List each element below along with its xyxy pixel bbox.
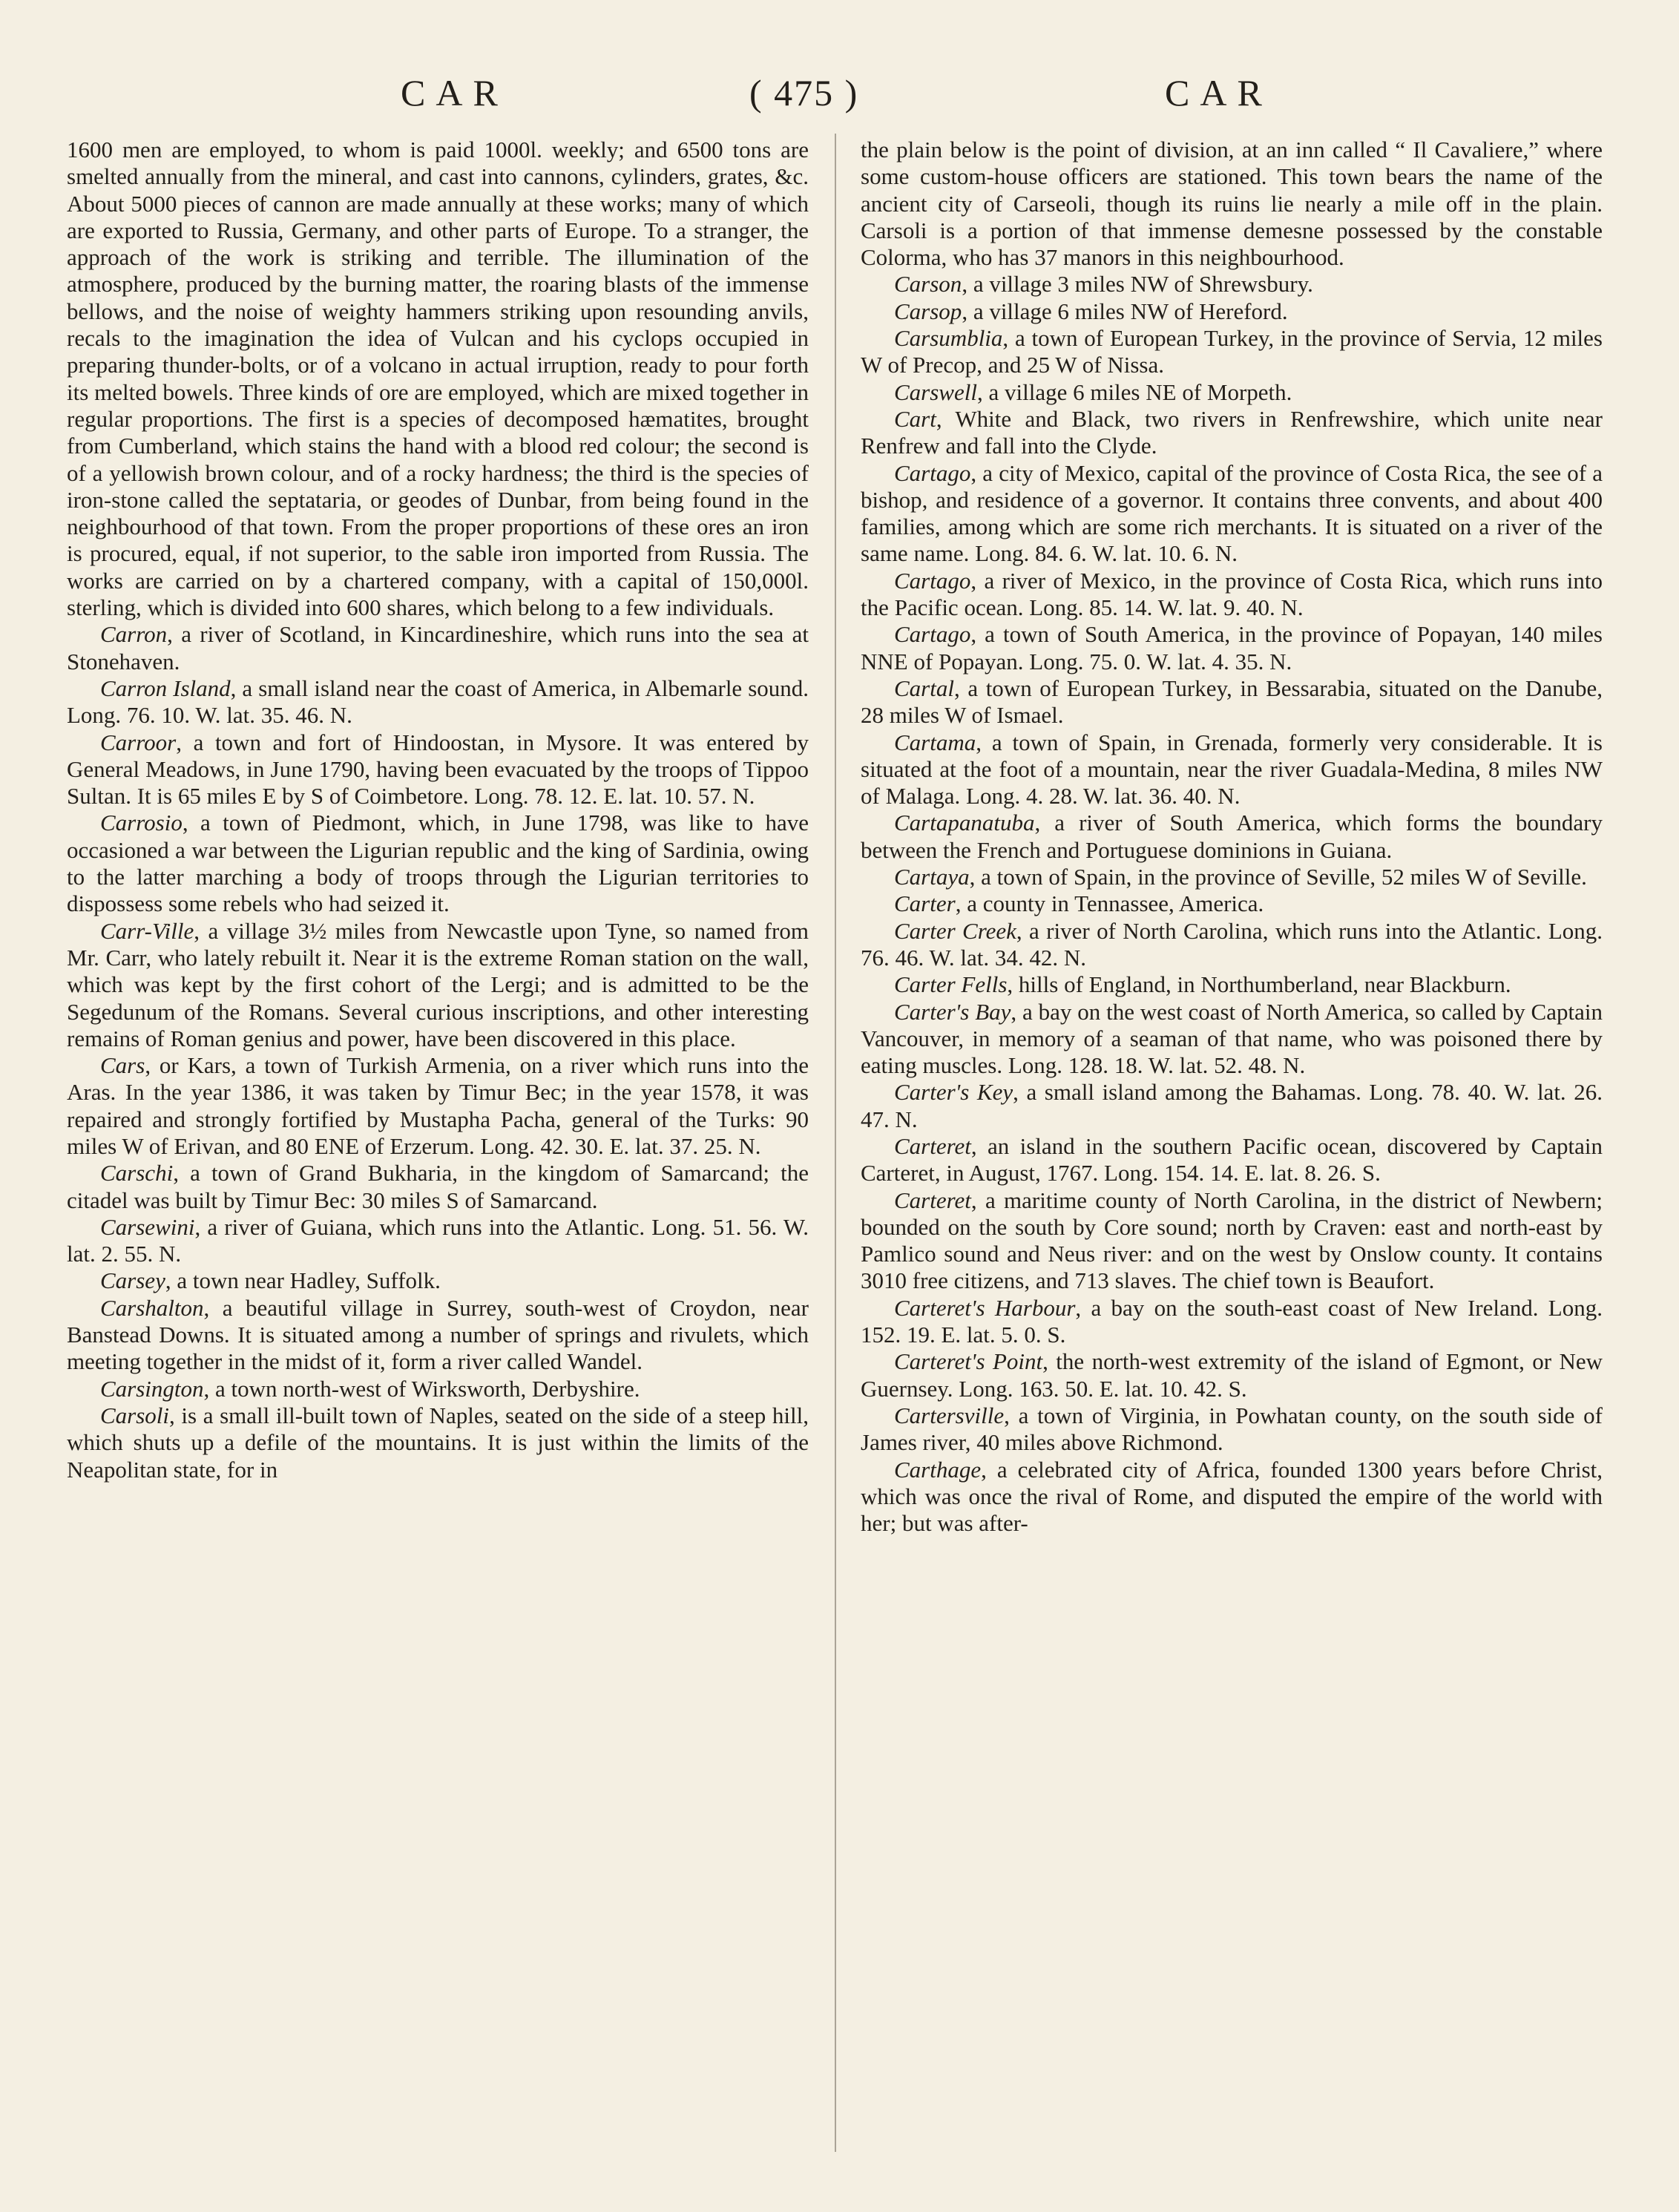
gazetteer-entry (67, 1376, 809, 1402)
entry-text: , a river of Mexico, in the province of Costa Rica, which runs into the Pacific ocean. Long. 85. 14. W. lat. 9. 40. N. (861, 567, 1603, 621)
gazetteer-entry (861, 999, 1603, 1080)
entry-headword: Carr-Ville (100, 917, 194, 944)
entry-headword: Carsey (100, 1267, 165, 1294)
entry-headword: Carsoli (100, 1402, 170, 1428)
gazetteer-entry (861, 298, 1603, 325)
entry-headword: Carteret's Point (894, 1348, 1043, 1375)
entry-headword: Carteret (894, 1187, 971, 1213)
entry-headword: Cartaya (894, 864, 970, 890)
entry-text: , or Kars, a town of Turkish Armenia, on a river which runs into the Aras. In the year 1386, it was taken by Timur Bec; in the year 1578, it was repaired and strongly fortified by Mustapha Pacha, general of the Turks: 90 miles W of Erivan, and 80 ENE of Erzerum. Long. 42. 30. E. lat. 37. 25. N. (67, 1052, 809, 1159)
entry-headword: Cartago (894, 459, 971, 486)
entry-text: , a town of Grand Bukharia, in the kingdom of Samarcand; the citadel was built by Timur Bec: 30 miles S of Samarcand. (67, 1160, 809, 1213)
entry-headword: Cartersville (894, 1402, 1005, 1428)
gazetteer-entry (861, 1295, 1603, 1349)
entry-text: , White and Black, two rivers in Renfrewshire, which unite near Renfrew and fall into the Clyde. (861, 405, 1603, 459)
entry-text: , a village 3½ miles from Newcastle upon Tyne, so named from Mr. Carr, who lately rebuilt it. Near it is the extreme Roman station on the wall, which was kept by the first cohort of the Lergi; and is admitted to be the Segedunum of the Romans. Several curious inscriptions, and other interesting remains of Roman genius and power, have been discovered in this place. (67, 917, 809, 1051)
entry-headword: Carter's Key (894, 1079, 1013, 1106)
entry-headword: Cartago (894, 567, 971, 594)
entry-text: , a county in Tennassee, America. (955, 890, 1264, 917)
gazetteer-entry (67, 621, 809, 675)
entry-text: 1600 men are employed, to whom is paid 1000l. weekly; and 6500 tons are smelted annually from the mineral, and cast into cannons, cylinders, grates, &c. About 5000 pieces of cannon are made annually at these works; many of which are exported to Russia, Germany, and other parts of Europe. To a stranger, the approach of the work is striking and terrible. The illumination of the atmosphere, produced by the burning matter, the roaring blasts of the immense bellows, and the noise of weighty hammers striking upon resounding anvils, recals to the imagination the idea of Vulcan and his cyclops occupied in preparing thunder-bolts, or of a volcano in actual irruption, ready to pour forth its melted bowels. Three kinds of ore are employed, which are mixed together in regular proportions. The first is a species of decomposed hæmatites, brought from Cumberland, which stains the hand with a blood red colour; the second is of a yellowish brown colour, and of a rocky hardness; the third is the species of iron-stone called the septataria, or geodes of Dunbar, from being found in the neighbourhood of that town. From the proper proportions of these ores an iron is procured, equal, if not superior, to the sable iron imported from Russia. The works are carried on by a chartered company, with a capital of 150,000l. sterling, which is divided into 600 shares, which belong to a few individuals. (67, 137, 809, 621)
entry-headword: Carteret (894, 1132, 971, 1159)
entry-text: , a town north-west of Wirksworth, Derbyshire. (203, 1375, 640, 1402)
entry-text: the plain below is the point of division, at an inn called “ Il Cavaliere,” where some custom-house officers are stationed. This town bears the name of the ancient city of Carseoli, though its ruins lie nearly a mile off in the plain. Carsoli is a portion of that immense demesne possessed by the constable Colorma, who has 37 manors in this neighbourhood. (861, 137, 1603, 271)
entry-text: , a town of Spain, in Grenada, formerly very considerable. It is situated at the foot of a mountain, near the river Guadala-Medina, 8 miles NW of Malaga. Long. 4. 28. W. lat. 36. 40. N. (861, 729, 1603, 810)
gazetteer-entry (861, 271, 1603, 298)
header-right-guideword: CAR (1165, 72, 1272, 114)
entry-text: , a town of Piedmont, which, in June 1798, was like to have occasioned a war between the Ligurian republic and the king of Sardinia, owing to the latter marching a body of troops through the Ligurian territories to dispossess some rebels who had seized it. (67, 810, 809, 917)
entry-text: , a town of European Turkey, in the province of Servia, 12 miles W of Precop, and 25 W of Nissa. (861, 325, 1603, 378)
gazetteer-entry (861, 729, 1603, 810)
gazetteer-entry (67, 1295, 809, 1376)
entry-headword: Carsop (894, 298, 962, 324)
gazetteer-entry (861, 1402, 1603, 1457)
entry-headword: Cartal (894, 675, 954, 701)
header-left-guideword: CAR (401, 72, 508, 114)
gazetteer-entry (861, 675, 1603, 729)
entry-headword: Carthage (894, 1456, 982, 1483)
entry-text: , a small island among the Bahamas. Long. 78. 40. W. lat. 26. 47. N. (861, 1079, 1603, 1132)
entry-text: , a river of Scotland, in Kincardineshire, which runs into the sea at Stonehaven. (67, 621, 809, 675)
entry-headword: Carter's Bay (894, 998, 1011, 1025)
gazetteer-entry (861, 890, 1603, 917)
gazetteer-entry (861, 325, 1603, 379)
entry-text: , is a small ill-built town of Naples, seated on the side of a steep hill, which shuts up a defile of the mountains. It is just within the limits of the Neapolitan state, for in (67, 1402, 809, 1483)
entry-headword: Carsumblia (894, 325, 1003, 352)
gazetteer-entry (67, 1160, 809, 1214)
column-divider (835, 134, 836, 2152)
page-number: ( 475 ) (749, 72, 859, 114)
entry-text: , a town of Virginia, in Powhatan county, on the south side of James river, 40 miles above Richmond. (861, 1402, 1603, 1456)
continued-text (861, 137, 1603, 271)
entry-headword: Carron (100, 621, 168, 648)
entry-headword: Carrosio (100, 810, 183, 836)
entry-headword: Carroor (100, 729, 177, 755)
entry-text: , an island in the southern Pacific ocean, discovered by Captain Carteret, in August, 1767. Long. 154. 14. E. lat. 8. 26. S. (861, 1132, 1603, 1187)
gazetteer-entry (67, 1214, 809, 1268)
entry-text: , a village 6 miles NE of Morpeth. (976, 378, 1292, 405)
entry-headword: Carter (894, 890, 956, 917)
gazetteer-entry (861, 1133, 1603, 1187)
gazetteer-entry (67, 675, 809, 729)
entry-text: , hills of England, in Northumberland, near Blackburn. (1007, 971, 1511, 998)
gazetteer-entry (861, 1457, 1603, 1537)
entry-headword: Cartapanatuba (894, 810, 1035, 836)
entry-text: , a town of South America, in the province of Popayan, 140 miles NNE of Popayan. Long. 75. 0. W. lat. 4. 35. N. (861, 621, 1603, 675)
entry-text: , a celebrated city of Africa, founded 1300 years before Christ, which was once the rival of Rome, and disputed the empire of the world with her; but was after- (861, 1456, 1603, 1537)
entry-headword: Carswell (894, 378, 977, 405)
entry-text: , a village 3 miles NW of Shrewsbury. (962, 271, 1313, 298)
gazetteer-entry (861, 406, 1603, 460)
entry-headword: Carson (894, 271, 962, 298)
gazetteer-entry (861, 1348, 1603, 1402)
entry-headword: Carschi (100, 1160, 174, 1187)
gazetteer-entry (861, 1079, 1603, 1133)
right-column (861, 137, 1603, 1537)
gazetteer-entry (861, 918, 1603, 972)
gazetteer-entry (861, 971, 1603, 998)
left-column (67, 137, 809, 1483)
entry-text: , a town and fort of Hindoostan, in Mysore. It was entered by General Meadows, in June 1790, having been evacuated by the troops of Tippoo Sultan. It is 65 miles E by S of Coimbetore. Long. 78. 12. E. lat. 10. 57. N. (67, 729, 809, 810)
entry-text: , a village 6 miles NW of Hereford. (962, 298, 1288, 324)
entry-text: , a town of Spain, in the province of Seville, 52 miles W of Seville. (969, 864, 1587, 890)
entry-headword: Carter Fells (894, 971, 1008, 998)
entry-headword: Carsington (100, 1375, 204, 1402)
gazetteer-entry (67, 810, 809, 917)
gazetteer-entry (861, 379, 1603, 406)
gazetteer-entry (861, 810, 1603, 864)
entry-text: , a maritime county of North Carolina, in the district of Newbern; bounded on the south by Core sound; north by Craven: east and north-east by Pamlico sound and Neus river: and on the west by Onslow county. It contains 3010 free citizens, and 713 slaves. The chief town is Beaufort. (861, 1187, 1603, 1294)
gazetteer-entry (67, 1267, 809, 1294)
entry-text: , a river of North Carolina, which runs into the Atlantic. Long. 76. 46. W. lat. 34. 42. N. (861, 917, 1603, 971)
entry-text: , a bay on the south-east coast of New Ireland. Long. 152. 19. E. lat. 5. 0. S. (861, 1294, 1603, 1348)
entry-headword: Carron Island (100, 675, 231, 701)
entry-headword: Carsewini (100, 1213, 195, 1240)
entry-headword: Cars (100, 1052, 145, 1079)
gazetteer-entry (67, 918, 809, 1052)
entry-text: , a river of Guiana, which runs into the Atlantic. Long. 51. 56. W. lat. 2. 55. N. (67, 1213, 809, 1267)
continued-text (67, 137, 809, 621)
gazetteer-entry (861, 1187, 1603, 1295)
gazetteer-entry (861, 864, 1603, 890)
entry-headword: Cartama (894, 729, 976, 755)
gazetteer-entry (861, 621, 1603, 675)
entry-headword: Carter Creek (894, 917, 1016, 944)
gazetteer-entry (861, 568, 1603, 622)
gazetteer-entry (67, 1052, 809, 1160)
entry-text: , a town near Hadley, Suffolk. (165, 1267, 441, 1294)
entry-headword: Carshalton (100, 1294, 204, 1321)
entry-text: , a city of Mexico, capital of the province of Costa Rica, the see of a bishop, and residence of a governor. It contains three convents, and about 400 families, among which are some rich merchants. It is situated on a river of the same name. Long. 84. 6. W. lat. 10. 6. N. (861, 459, 1603, 567)
entry-headword: Cartago (894, 621, 971, 648)
entry-text: , the north-west extremity of the island of Egmont, or New Guernsey. Long. 163. 50. E. lat. 10. 42. S. (861, 1348, 1603, 1402)
entry-text: , a bay on the west coast of North America, so called by Captain Vancouver, in memory of a seaman of that name, who was poisoned there by eating muscles. Long. 128. 18. W. lat. 52. 48. N. (861, 998, 1603, 1079)
entry-headword: Cart (894, 405, 936, 432)
gazetteer-entry (67, 1402, 809, 1483)
running-header (0, 71, 1679, 116)
entry-text: , a river of South America, which forms the boundary between the French and Portuguese dominions in Guiana. (861, 810, 1603, 863)
gazetteer-entry (861, 460, 1603, 568)
entry-headword: Carteret's Harbour (894, 1294, 1076, 1321)
entry-text: , a small island near the coast of America, in Albemarle sound. Long. 76. 10. W. lat. 35. 46. N. (67, 675, 809, 729)
entry-text: , a town of European Turkey, in Bessarabia, situated on the Danube, 28 miles W of Ismael. (861, 675, 1603, 729)
entry-text: , a beautiful village in Surrey, south-west of Croydon, near Banstead Downs. It is situated among a number of springs and rivulets, which meeting together in the midst of it, form a river called Wandel. (67, 1294, 809, 1375)
gazetteer-entry (67, 729, 809, 810)
